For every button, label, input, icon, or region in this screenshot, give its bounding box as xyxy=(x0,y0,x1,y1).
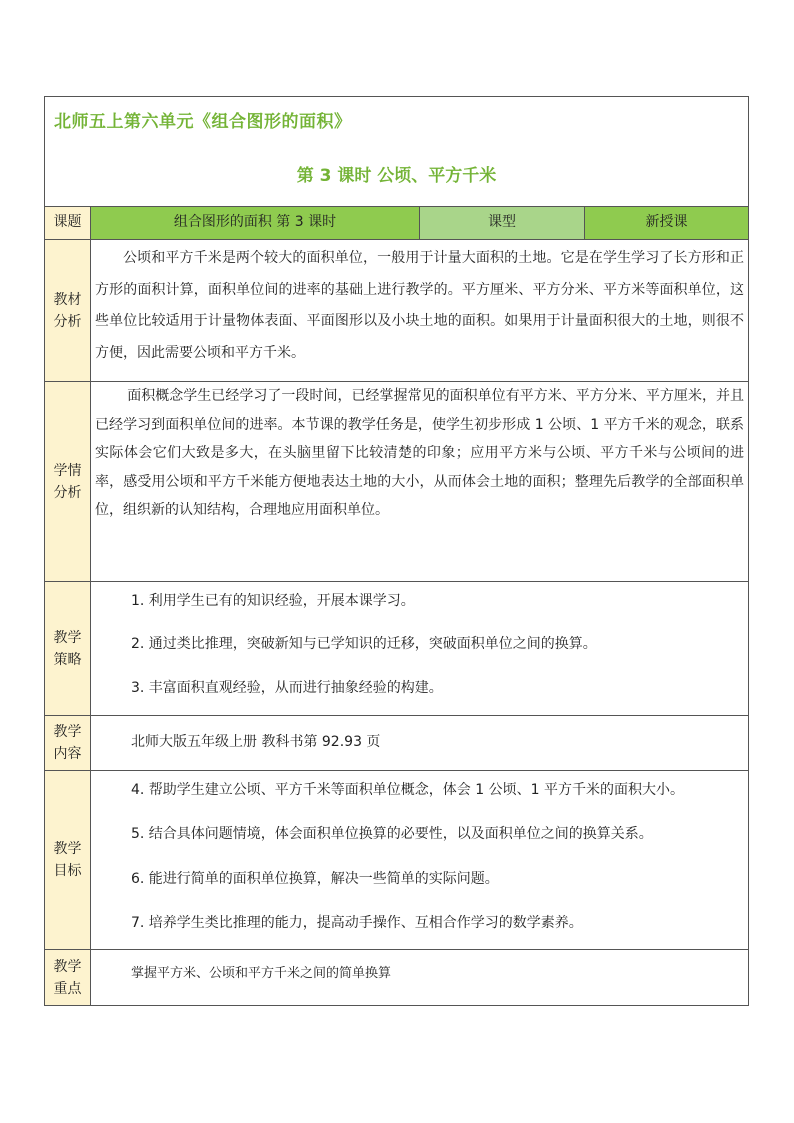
student-analysis-label: 学情分析 xyxy=(45,382,91,581)
type-value: 新授课 xyxy=(585,207,748,239)
goal-item: 6. 能进行简单的面积单位换算，解决一些简单的实际问题。 xyxy=(131,871,499,887)
goal-item: 4. 帮助学生建立公顷、平方千米等面积单位概念，体会 1 公顷、1 平方千米的面积大小。 xyxy=(131,782,684,798)
goal-item: 7. 培养学生类比推理的能力，提高动手操作、互相合作学习的数学素养。 xyxy=(131,915,583,931)
textbook-analysis-text: 公顷和平方千米是两个较大的面积单位，一般用于计量大面积的土地。它是在学生学习了长方形和正方形的面积计算，面积单位间的进率的基础上进行教学的。平方厘米、平方分米、平方米等面积单位，这些单位比较适用于计量物体表面、平面图形以及小块土地的面积。如果用于计量面积很大的土地，则很不方便，因此需要公顷和平方千米。 xyxy=(95,250,744,361)
content-row xyxy=(45,716,748,771)
textbook-analysis-row xyxy=(45,240,748,382)
strategy-label: 教学策略 xyxy=(45,582,91,715)
goals-row xyxy=(45,771,748,950)
content-text: 北师大版五年级上册 教科书第 92.93 页 xyxy=(131,734,381,750)
goal-item: 5. 结合具体问题情境，体会面积单位换算的必要性，以及面积单位之间的换算关系。 xyxy=(131,826,653,842)
type-label: 课型 xyxy=(420,207,585,239)
topic-value: 组合图形的面积 第 3 课时 xyxy=(91,207,420,239)
textbook-analysis-label: 教材分析 xyxy=(45,240,91,381)
keypoints-text: 掌握平方米、公顷和平方千米之间的简单换算 xyxy=(131,966,392,981)
student-analysis-text: 面积概念学生已经学习了一段时间，已经掌握常见的面积单位有平方米、平方分米、平方厘米，并且已经学习到面积单位间的进率。本节课的教学任务是，使学生初步形成 1 公顷、1 平方千米的观念，联系实际体会它们大致是多大，在头脑里留下比较清楚的印象；应用平方米与公顷、平方千米与公顷间的进率，感受用公顷和平方千米能方便地表达土地的大小，从而体会土地的面积；整理先后教学的全部面积单位，组织新的认知结构，合理地应用面积单位。 xyxy=(95,388,744,518)
strategy-item: 1. 利用学生已有的知识经验，开展本课学习。 xyxy=(131,593,415,609)
goals-label: 教学目标 xyxy=(45,771,91,949)
strategy-item: 3. 丰富面积直观经验，从而进行抽象经验的构建。 xyxy=(131,680,443,696)
lesson-plan-table xyxy=(44,96,749,1006)
lesson-title: 第 3 课时 公顷、平方千米 xyxy=(296,166,497,186)
strategy-row xyxy=(45,582,748,716)
topic-row xyxy=(45,207,748,240)
student-analysis-row xyxy=(45,382,748,582)
title-row xyxy=(45,97,748,207)
topic-label: 课题 xyxy=(45,207,91,239)
strategy-item: 2. 通过类比推理，突破新知与已学知识的迁移，突破面积单位之间的换算。 xyxy=(131,636,597,652)
keypoints-label: 教学重点 xyxy=(45,950,91,1005)
unit-title: 北师五上第六单元《组合图形的面积》 xyxy=(54,112,352,132)
keypoints-row xyxy=(45,950,748,1005)
content-label: 教学内容 xyxy=(45,716,91,770)
